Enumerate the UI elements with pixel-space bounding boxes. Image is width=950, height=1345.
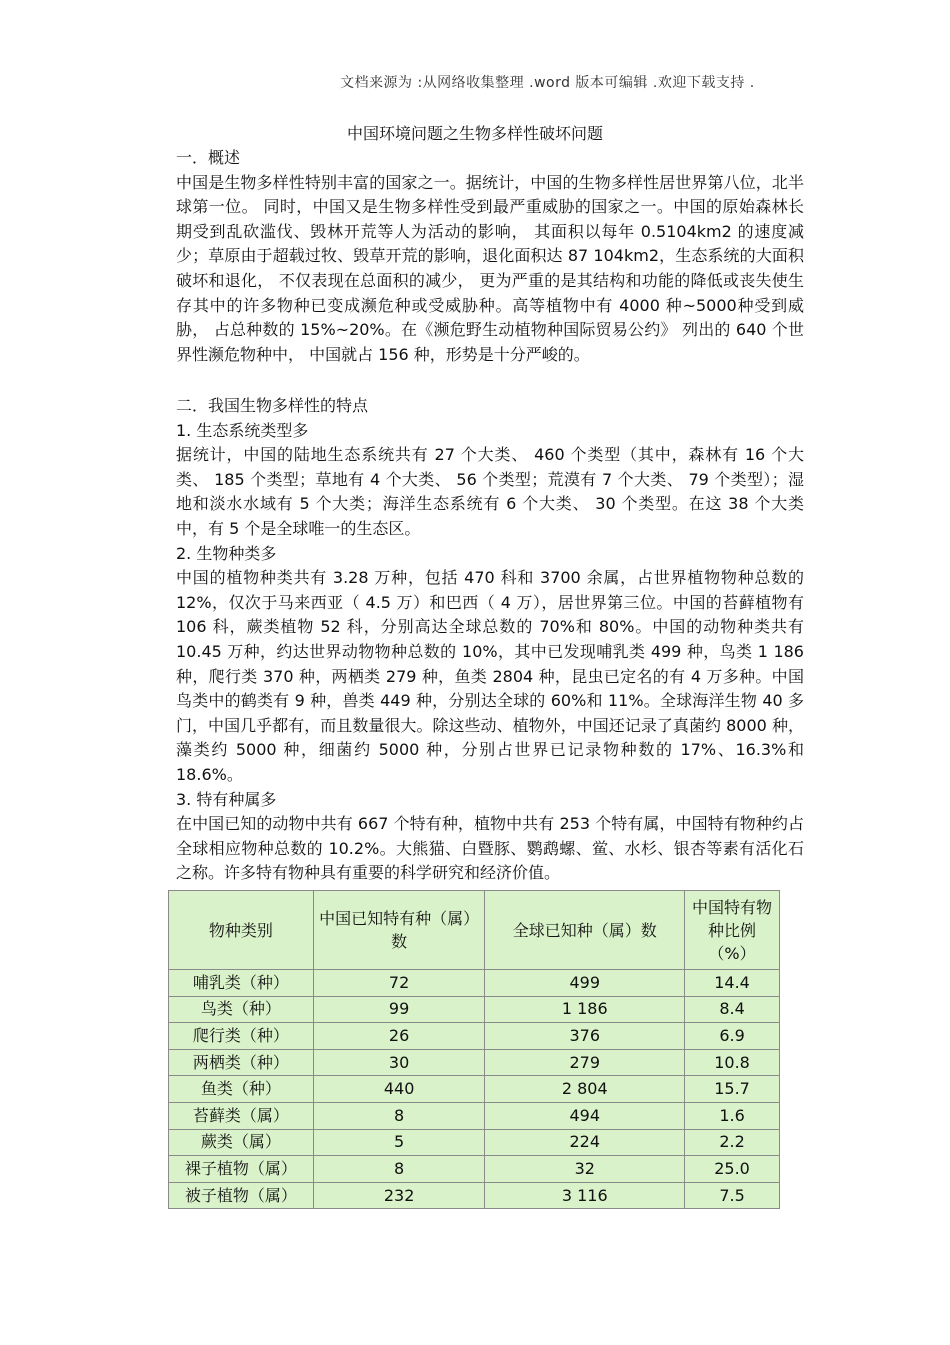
- cell-category: 鸟类（种）: [169, 996, 314, 1023]
- table-row: [169, 1102, 780, 1129]
- cell-category: 爬行类（种）: [169, 1023, 314, 1050]
- cell-ratio: 25.0: [685, 1156, 780, 1183]
- table-header-row: [169, 891, 780, 970]
- cell-china-endemic: 72: [313, 970, 485, 997]
- header-china-endemic: 中国已知特有种（属）数: [313, 891, 485, 970]
- features-heading: 二．我国生物多样性的特点: [176, 396, 369, 415]
- cell-ratio: 15.7: [685, 1076, 780, 1103]
- cell-global-known: 1 186: [485, 996, 685, 1023]
- cell-china-endemic: 440: [313, 1076, 485, 1103]
- subheading-ecosystems: 1. 生态系统类型多: [176, 420, 309, 440]
- cell-category: 蕨类（属）: [169, 1129, 314, 1156]
- cell-global-known: 499: [485, 970, 685, 997]
- features-section: [144, 394, 804, 886]
- table-row: [169, 970, 780, 997]
- endemic-paragraph: 在中国已知的动物中共有 667 个特有种，植物中共有 253 个特有属，中国特有物种约占全球相应物种总数的 10.2%。大熊猫、白暨豚、鹦鹉螺、鲎、水杉、银杏等素有活化石之称。许多特有物种具有重要的科学研究和经济价值。: [176, 814, 804, 883]
- cell-category: 鱼类（种）: [169, 1076, 314, 1103]
- overview-section: [144, 146, 804, 367]
- cell-category: 哺乳类（种）: [169, 970, 314, 997]
- cell-global-known: 224: [485, 1129, 685, 1156]
- table-row: [169, 1023, 780, 1050]
- cell-china-endemic: 8: [313, 1156, 485, 1183]
- subheading-species: 2. 生物种类多: [176, 543, 277, 563]
- cell-ratio: 10.8: [685, 1049, 780, 1076]
- cell-ratio: 7.5: [685, 1182, 780, 1209]
- overview-paragraph: 中国是生物多样性特别丰富的国家之一。据统计，中国的生物多样性居世界第八位，北半球第一位。 同时，中国又是生物多样性受到最严重威胁的国家之一。中国的原始森林长期受到乱砍滥伐、毁林开荒等人为活动的影响， 其面积以每年 0.5104km2 的速度减少；草原由于超载过牧、毁草开荒的影响，退化面积达 87 104km2，生态系统的大面积破坏和退化， 不仅表现在总面积的减少， 更为严重的是其结构和功能的降低或丧失使生存其中的许多物种已变成濒危种或受威胁种。高等植物中有 4000 种~5000种受到威胁， 占总种数的 15%~20%。在《濒危野生动植物种国际贸易公约》 列出的 640 个世界性濒危物种中， 中国就占 156 种，形势是十分严峻的。: [176, 172, 804, 364]
- table-row: [169, 1129, 780, 1156]
- header-category: 物种类别: [169, 891, 314, 970]
- cell-ratio: 6.9: [685, 1023, 780, 1050]
- cell-category: 被子植物（属）: [169, 1182, 314, 1209]
- overview-heading: 一．概述: [176, 148, 241, 167]
- cell-china-endemic: 5: [313, 1129, 485, 1156]
- cell-category: 裸子植物（属）: [169, 1156, 314, 1183]
- cell-china-endemic: 8: [313, 1102, 485, 1129]
- cell-category: 苔藓类（属）: [169, 1102, 314, 1129]
- cell-ratio: 1.6: [685, 1102, 780, 1129]
- cell-global-known: 376: [485, 1023, 685, 1050]
- document-title: 中国环境问题之生物多样性破坏问题: [346, 124, 603, 143]
- table-row: [169, 996, 780, 1023]
- table-row: [169, 1182, 780, 1209]
- table-row: [169, 1049, 780, 1076]
- species-paragraph: 中国的植物种类共有 3.28 万种，包括 470 科和 3700 余属，占世界植物物种总数的 12%，仅次于马来西亚（ 4.5 万）和巴西（ 4 万），居世界第三位。中国的苔藓植物有 106 科，蕨类植物 52 科，分别高达全球总数的 70%和 80%。中国的动物种类共有 10.45 万种，约达世界动物物种总数的 10%，其中已发现哺乳类 499 种，鸟类 1 186 种，爬行类 370 种，两栖类 279 种，鱼类 2804 种，昆虫已定名的有 4 万多种。中国鸟类中的鹤类有 9 种，兽类 449 种，分别达全球的 60%和 11%。全球海洋生物 40 多门，中国几乎都有，而且数量很大。除这些动、植物外，中国还记录了真菌约 8000 种，藻类约 5000 种，细菌约 5000 种，分别占世界已记录物种数的 17%、16.3%和 18.6%。: [176, 568, 804, 784]
- subheading-endemic: 3. 特有种属多: [176, 789, 277, 809]
- table-row: [169, 1156, 780, 1183]
- cell-ratio: 14.4: [685, 970, 780, 997]
- ecosystems-paragraph: 据统计，中国的陆地生态系统共有 27 个大类、 460 个类型（其中，森林有 16 个大类、 185 个类型；草地有 4 个大类、 56 个类型；荒漠有 7 个大类、 79 个类型）；湿地和淡水水域有 5 个大类；海洋生态系统有 6 个大类、 30 个类型。在这 38 个大类中，有 5 个是全球唯一的生态区。: [176, 445, 804, 538]
- cell-china-endemic: 26: [313, 1023, 485, 1050]
- cell-category: 两栖类（种）: [169, 1049, 314, 1076]
- cell-global-known: 279: [485, 1049, 685, 1076]
- cell-china-endemic: 30: [313, 1049, 485, 1076]
- header-global-known: 全球已知种（属）数: [485, 891, 685, 970]
- cell-china-endemic: 99: [313, 996, 485, 1023]
- header-ratio: 中国特有物种比例（%）: [685, 891, 780, 970]
- cell-global-known: 2 804: [485, 1076, 685, 1103]
- cell-global-known: 32: [485, 1156, 685, 1183]
- endemic-species-table: [168, 890, 780, 1209]
- header-note: 文档来源为 :从网络收集整理 .word 版本可编辑 .欢迎下载支持 .: [340, 75, 755, 91]
- cell-ratio: 2.2: [685, 1129, 780, 1156]
- cell-ratio: 8.4: [685, 996, 780, 1023]
- cell-china-endemic: 232: [313, 1182, 485, 1209]
- cell-global-known: 494: [485, 1102, 685, 1129]
- table-row: [169, 1076, 780, 1103]
- cell-global-known: 3 116: [485, 1182, 685, 1209]
